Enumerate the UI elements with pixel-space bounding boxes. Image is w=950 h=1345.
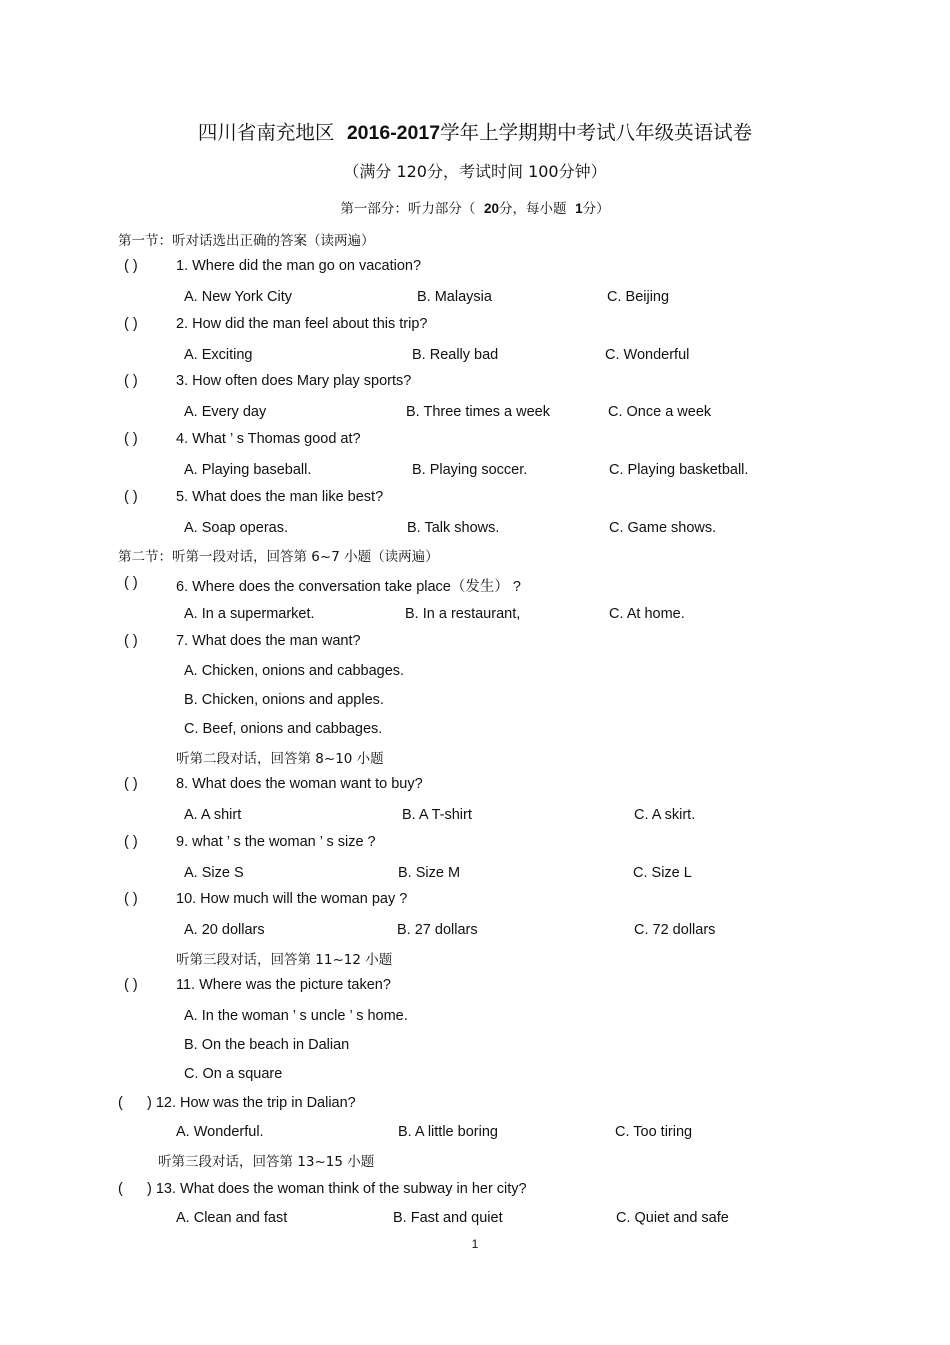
option-b: B. Three times a week <box>406 404 550 420</box>
question-text: 1. Where did the man go on vacation? <box>176 258 422 274</box>
option-b: B. A little boring <box>398 1124 498 1140</box>
option-a: A. Soap operas. <box>184 520 288 536</box>
answer-blank: ( ) <box>124 977 138 993</box>
answer-blank: ( ) <box>124 431 138 447</box>
option-c: C. Too tiring <box>615 1124 693 1140</box>
option-b: B. A T-shirt <box>402 807 472 823</box>
answer-blank: ( <box>118 1095 123 1111</box>
section-heading: 听第三段对话，回答第 11~12 小题 <box>176 952 393 968</box>
option-a: A. New York City <box>184 289 292 305</box>
answer-blank: ( ) <box>124 776 138 792</box>
part-heading: 第一部分：听力部分（ 20分，每小题 1分） <box>340 201 610 217</box>
option-c: C. Game shows. <box>609 520 717 536</box>
option-a: A. 20 dollars <box>184 922 265 938</box>
question-text: 5. What does the man like best? <box>176 489 384 505</box>
option-c: C. Quiet and safe <box>616 1210 729 1226</box>
exam-title: 四川省南充地区 2016-2017学年上学期期中考试八年级英语试卷 <box>197 121 753 144</box>
question-text: 4. What ’ s Thomas good at? <box>176 431 361 447</box>
question-text: 2. How did the man feel about this trip? <box>176 316 428 332</box>
option-a: A. Chicken, onions and cabbages. <box>184 663 405 679</box>
option-c: C. At home. <box>609 606 685 622</box>
option-a: A. Exciting <box>184 347 253 363</box>
answer-blank: ( ) <box>124 834 138 850</box>
question-text: 11. Where was the picture taken? <box>176 977 391 993</box>
option-a: A. Wonderful. <box>176 1124 264 1140</box>
exam-subtitle: （满分 120分，考试时间 100分钟） <box>343 162 607 181</box>
answer-blank: ( ) <box>124 891 138 907</box>
question-text: 10. How much will the woman pay ? <box>176 891 408 907</box>
question-text: ) 12. How was the trip in Dalian? <box>147 1095 356 1111</box>
answer-blank: ( <box>118 1181 123 1197</box>
option-c: C. Playing basketball. <box>609 462 749 478</box>
answer-blank: ( ) <box>124 633 138 649</box>
option-c: C. Size L <box>633 865 692 881</box>
answer-blank: ( ) <box>124 373 138 389</box>
option-c: C. Beef, onions and cabbages. <box>184 721 383 737</box>
page-number: 1 <box>471 1237 479 1251</box>
option-c: C. On a square <box>184 1066 283 1082</box>
option-b: B. On the beach in Dalian <box>184 1037 350 1053</box>
option-c: C. Once a week <box>608 404 712 420</box>
option-b: B. Talk shows. <box>407 520 500 536</box>
option-c: C. Beijing <box>607 289 670 305</box>
section-heading: 第一节：听对话选出正确的答案（读两遍） <box>118 233 375 249</box>
option-c: C. 72 dollars <box>634 922 716 938</box>
section-heading: 听第二段对话，回答第 8~10 小题 <box>176 751 384 767</box>
option-a: A. Playing baseball. <box>184 462 312 478</box>
option-a: A. Size S <box>184 865 244 881</box>
question-text: ) 13. What does the woman think of the subway in her city? <box>147 1181 527 1197</box>
section-heading: 第二节：听第一段对话，回答第 6~7 小题（读两遍） <box>118 549 439 565</box>
option-b: B. 27 dollars <box>397 922 478 938</box>
question-text: 9. what ’ s the woman ’ s size ? <box>176 834 376 850</box>
option-a: A. Clean and fast <box>176 1210 288 1226</box>
option-a: A. In the woman ’ s uncle ’ s home. <box>184 1008 408 1024</box>
option-c: C. Wonderful <box>605 347 690 363</box>
option-a: A. In a supermarket. <box>184 606 315 622</box>
option-a: A. A shirt <box>184 807 242 823</box>
question-text: 7. What does the man want? <box>176 633 361 649</box>
answer-blank: ( ) <box>124 575 138 591</box>
option-b: B. Malaysia <box>417 289 492 305</box>
option-b: B. In a restaurant, <box>405 606 521 622</box>
option-b: B. Chicken, onions and apples. <box>184 692 384 708</box>
question-text: 8. What does the woman want to buy? <box>176 776 423 792</box>
section-heading: 听第三段对话，回答第 13~15 小题 <box>158 1154 375 1170</box>
option-c: C. A skirt. <box>634 807 696 823</box>
question-text: 3. How often does Mary play sports? <box>176 373 412 389</box>
answer-blank: ( ) <box>124 258 138 274</box>
option-b: B. Fast and quiet <box>393 1210 503 1226</box>
option-a: A. Every day <box>184 404 267 420</box>
option-b: B. Size M <box>398 865 461 881</box>
option-b: B. Playing soccer. <box>412 462 528 478</box>
answer-blank: ( ) <box>124 489 138 505</box>
question-text: 6. Where does the conversation take place（发生） ? <box>176 579 521 595</box>
option-b: B. Really bad <box>412 347 499 363</box>
answer-blank: ( ) <box>124 316 138 332</box>
